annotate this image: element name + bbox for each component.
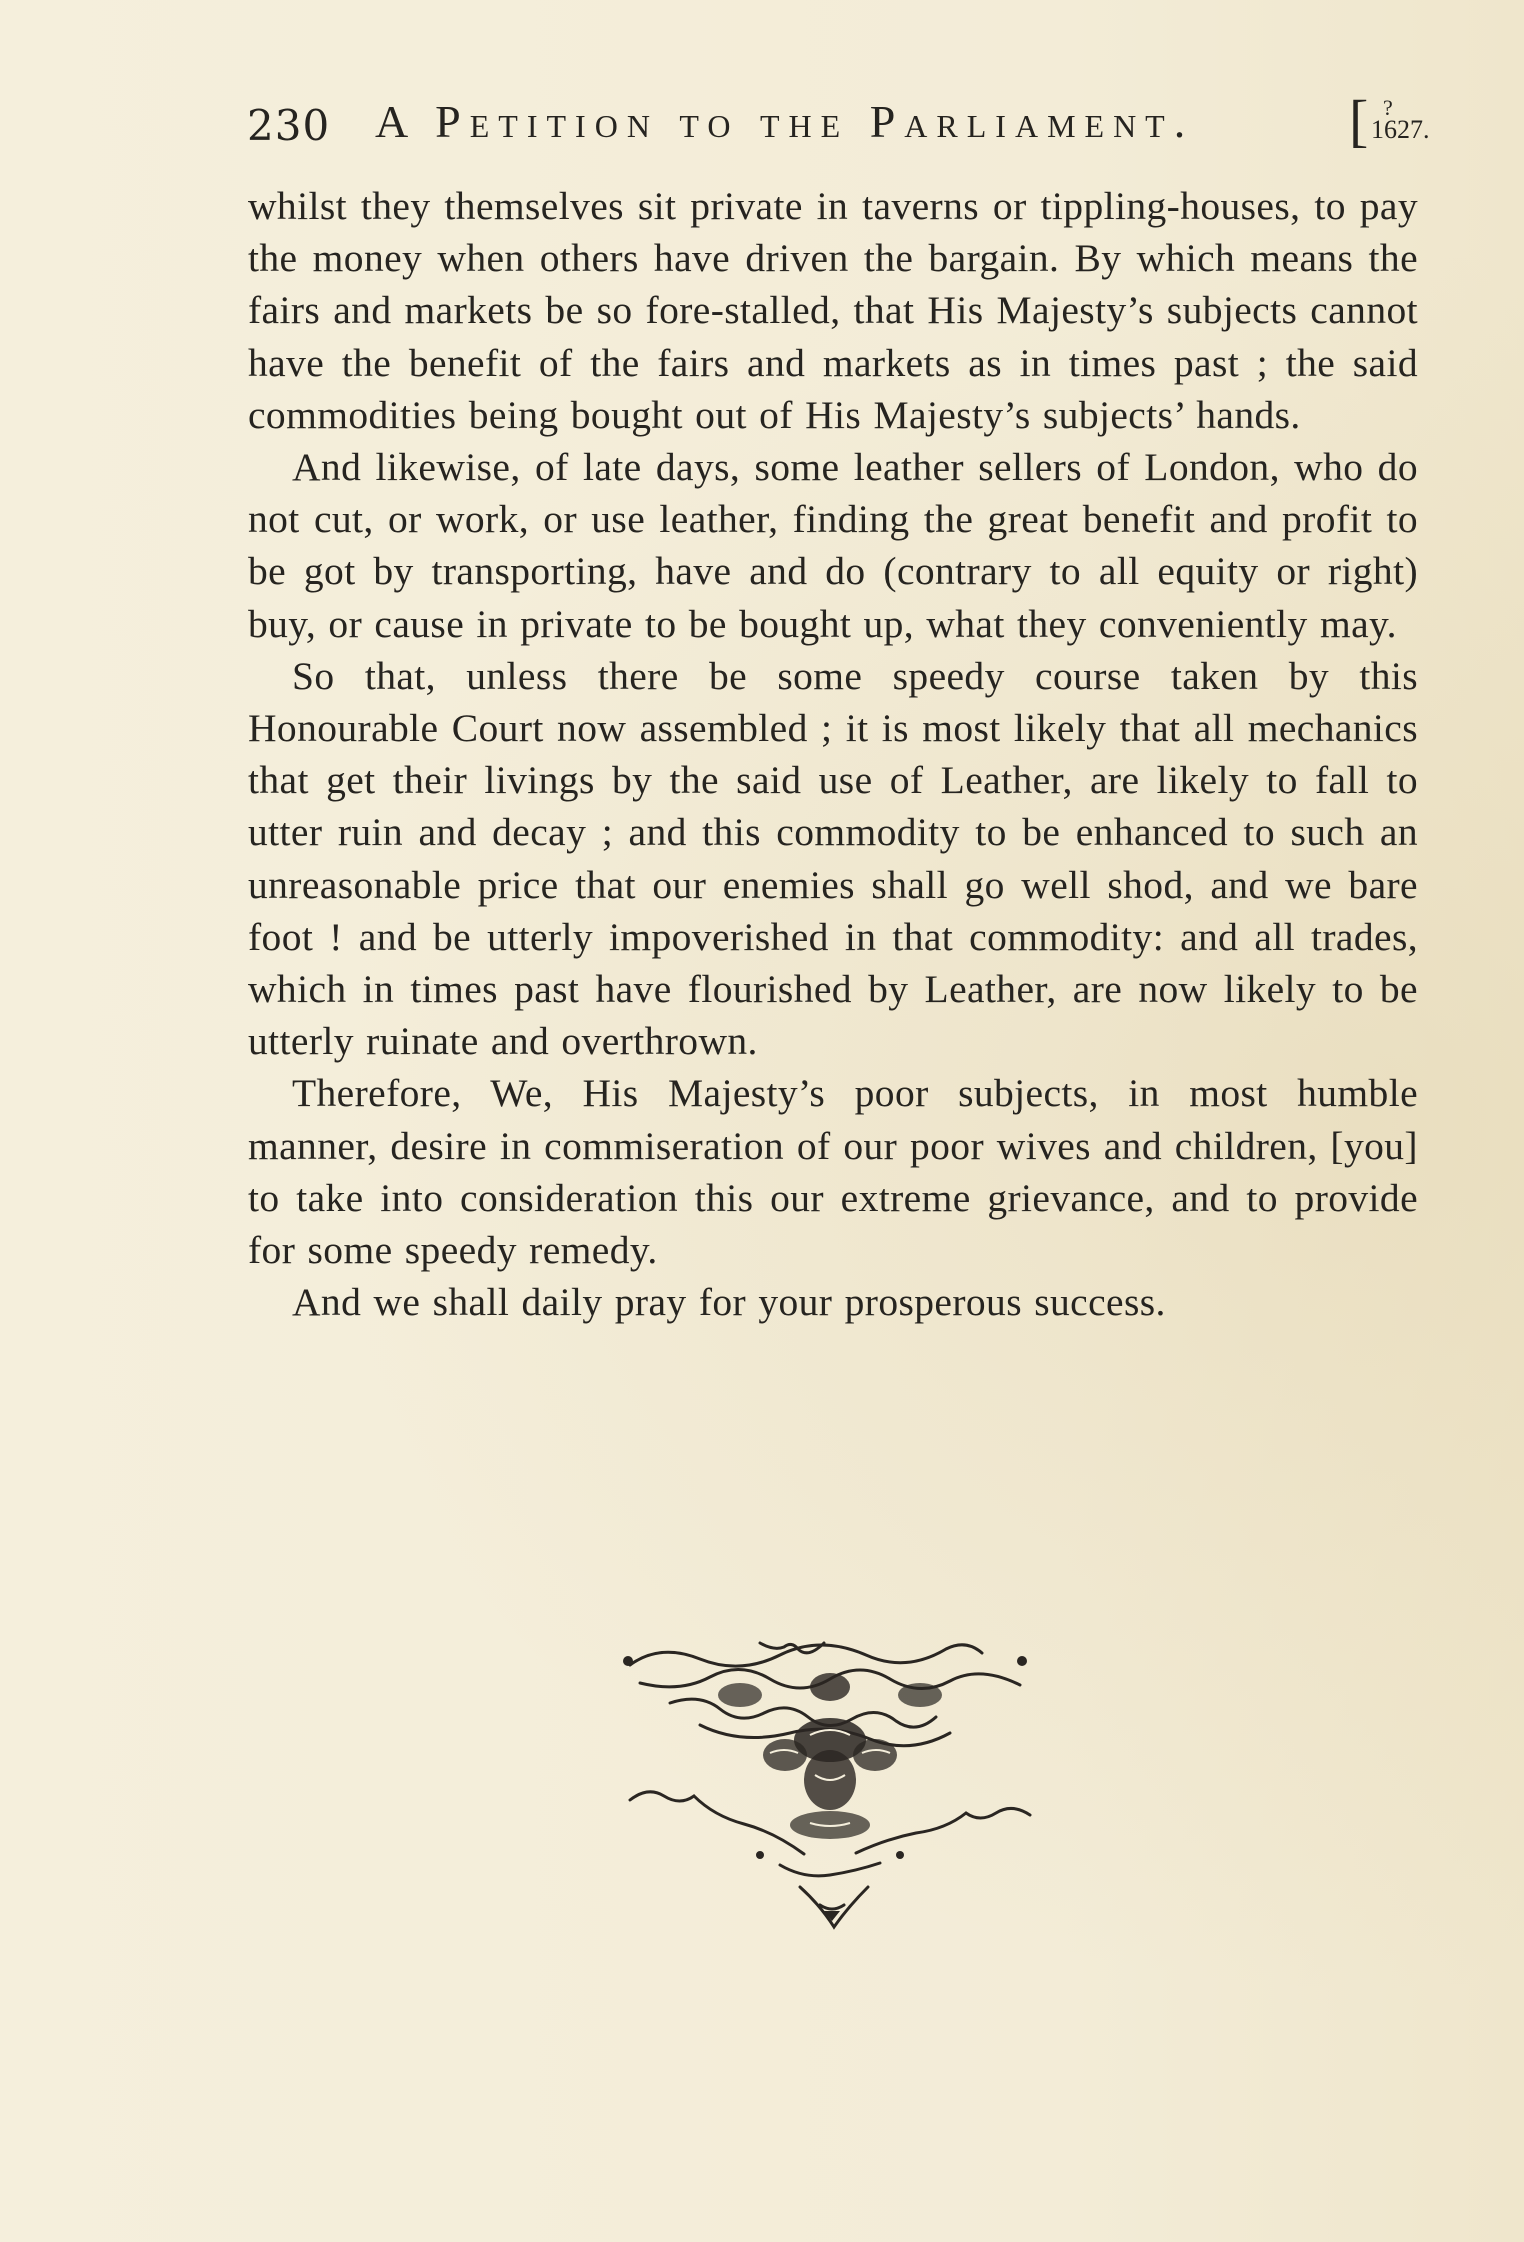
date-query-mark: ? xyxy=(1383,95,1393,120)
ornament-fills xyxy=(623,1656,1027,1921)
body-text xyxy=(248,180,1418,1328)
paragraph-therefore: Therefore, We, His Majesty’s poor subjects, in most humble manner, desire in commiseration of our poor wives and children, [you] to take into consideration this our extreme grievance, and to provide for some speedy remedy. xyxy=(248,1071,1418,1273)
date-bracket: [ xyxy=(1349,88,1369,153)
running-head xyxy=(247,88,1430,155)
page-number: 230 xyxy=(247,101,331,150)
paragraph-continued: whilst they themselves sit private in taverns or tippling-houses, to pay the money when others have driven the bargain. By which means the fairs and markets be so fore-stalled, that His Majesty’s subjects cannot have the benefit of the fairs and markets as in times past ; the said commodities being bought out of His Majesty’s subjects’ hands. xyxy=(248,184,1418,437)
paragraph-closing-prayer: And we shall daily pray for your prosperous success. xyxy=(292,1280,1166,1325)
date-year: 1627. xyxy=(1371,115,1430,144)
floral-tailpiece-icon xyxy=(610,1625,1050,1935)
paragraph-speedy-course: So that, unless there be some speedy course taken by this Honourable Court now assembled ; it is most likely that all mechanics that get their livings by the said use of Leather, are likely to fall to utter ruin and decay ; and this commodity to be enhanced to such an unreasonable price that our enemies shall go well shod, and we bare foot ! and be utterly impoverished in that commodity: and all trades, which in times past have flourished by Leather, are now likely to be utterly ruinate and overthrown. xyxy=(248,653,1418,1064)
page-title: A Petition to the Parliament. xyxy=(375,96,1195,147)
paragraph-leather-sellers: And likewise, of late days, some leather sellers of London, who do not cut, or work, or use leather, finding the great benefit and profit to be got by transporting, have and do (contrary to all equity or right) buy, or cause in private to be bought up, what they conveniently may. xyxy=(248,445,1418,646)
